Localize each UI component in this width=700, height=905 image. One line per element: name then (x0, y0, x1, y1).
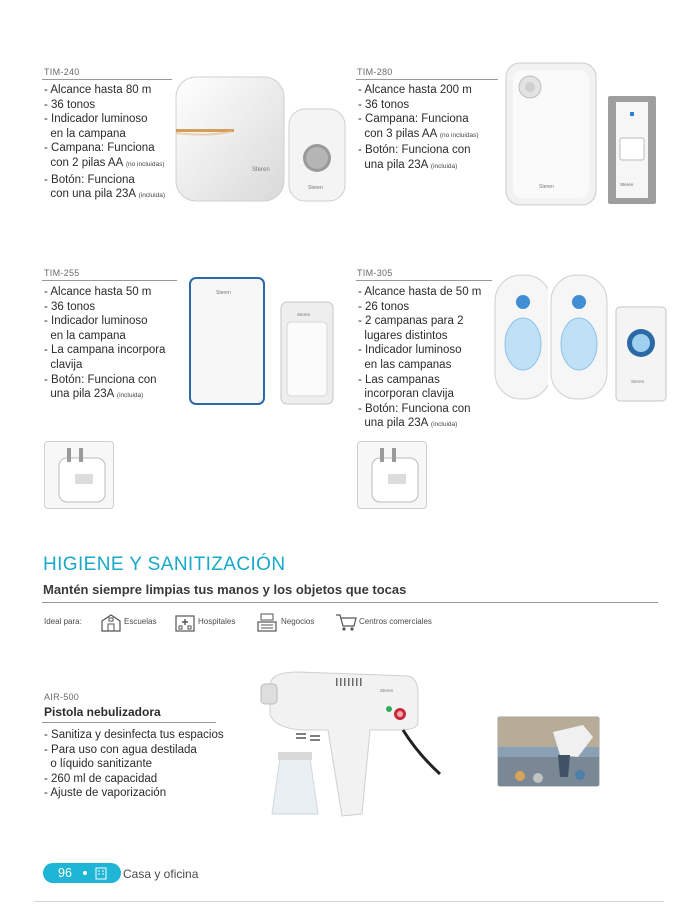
product-name: Pistola nebulizadora (44, 705, 161, 719)
divider (356, 280, 498, 281)
spec-item (358, 358, 481, 373)
spec-text: - 36 tonos (358, 98, 410, 111)
spec-text: con una pila 23A (44, 188, 139, 201)
spec-list (44, 728, 224, 801)
spec-text: clavija (44, 358, 83, 371)
ideal-for-item: Escuelas (124, 617, 157, 626)
spec-item (358, 300, 481, 315)
svg-text:Steren: Steren (297, 312, 311, 317)
spec-item (358, 314, 481, 329)
spec-item (44, 141, 165, 156)
spec-item: o líquido sanitizante (44, 758, 153, 771)
spec-item (44, 83, 165, 98)
spec-item (44, 358, 165, 373)
spec-item (358, 127, 479, 144)
divider (42, 79, 177, 80)
spec-item (44, 300, 165, 315)
svg-text:Steren: Steren (252, 167, 270, 173)
svg-text:Steren: Steren (539, 184, 554, 190)
divider (42, 280, 177, 281)
spec-text: una pila 23A (44, 388, 117, 401)
spec-item (358, 416, 481, 433)
spec-text: - 2 campanas para 2 (358, 315, 464, 328)
spec-text: - Indicador luminoso (44, 113, 148, 126)
spec-note: (incluida) (430, 421, 458, 429)
spec-item (358, 285, 481, 300)
spec-text: con 2 pilas AA (44, 156, 126, 169)
spec-item (44, 314, 165, 329)
spec-item (358, 143, 479, 158)
spec-text: - Indicador luminoso (44, 315, 148, 328)
spec-list (358, 83, 479, 175)
doorbell-button-image (614, 305, 668, 403)
shopping-cart-icon (335, 612, 357, 632)
ideal-for-item: Negocios (281, 617, 315, 626)
spec-note: (incluida) (430, 162, 458, 170)
divider (356, 79, 498, 80)
fogger-gun-image (258, 664, 448, 824)
spec-item (358, 83, 479, 98)
spec-item (358, 329, 481, 344)
spec-item (44, 112, 165, 127)
spec-item (44, 127, 165, 142)
usage-photo (497, 716, 600, 787)
spec-text: - Alcance hasta 80 m (44, 84, 152, 96)
plug-image (357, 441, 427, 509)
spec-item: - Sanitiza y desinfecta tus espacios (44, 729, 224, 741)
model-code: TIM-255 (44, 268, 80, 278)
spec-note: (no incluidas) (125, 160, 165, 168)
ideal-for-label: Ideal para: (44, 617, 82, 626)
spec-text: en la campana (44, 127, 126, 140)
spec-item (358, 402, 481, 417)
model-code: TIM-280 (357, 67, 393, 77)
svg-text:Steren: Steren (631, 379, 645, 384)
spec-text: una pila 23A (358, 158, 431, 171)
plug-image (44, 441, 114, 509)
section-subtitle: Mantén siempre limpias tus manos y los objetos que tocas (43, 582, 407, 597)
doorbell-chime-image (492, 272, 554, 402)
svg-text:Steren: Steren (620, 182, 634, 187)
spec-text: - Las campanas (358, 373, 440, 386)
spec-text: - La campana incorpora (44, 344, 166, 357)
spec-text: con 3 pilas AA (358, 127, 440, 140)
category-label: Casa y oficina (123, 867, 199, 881)
spec-note: (incluida) (138, 192, 166, 200)
page-number: 96 (58, 866, 72, 880)
doorbell-chime-image (548, 272, 610, 402)
spec-item (44, 98, 165, 113)
doorbell-chime-image (503, 60, 599, 208)
doorbell-button-image (279, 300, 335, 406)
spec-list (44, 285, 165, 404)
office-building-icon (94, 866, 108, 880)
spec-text: - 26 tonos (358, 300, 410, 313)
spec-text: - Botón: Funciona con (44, 373, 157, 386)
bottom-rule (34, 901, 664, 902)
spec-text: - Botón: Funciona (44, 173, 135, 186)
spec-text: una pila 23A (358, 417, 431, 430)
spec-item (358, 158, 479, 175)
spec-item (358, 343, 481, 358)
spec-text: incorporan clavija (358, 388, 454, 401)
spec-list (44, 83, 165, 204)
spec-item: - Ajuste de vaporización (44, 787, 167, 800)
hospital-icon (174, 612, 196, 632)
spec-text: - Alcance hasta de 50 m (358, 286, 482, 298)
spec-item (44, 329, 165, 344)
svg-text:Steren: Steren (308, 185, 323, 191)
spec-text: - 36 tonos (44, 300, 96, 313)
spec-note: (no incluidas) (439, 131, 479, 139)
ideal-for-item: Centros comerciales (359, 617, 432, 626)
spec-text: - Alcance hasta 200 m (358, 84, 472, 96)
spec-text: - 36 tonos (44, 98, 96, 111)
spec-text: en las campanas (358, 358, 452, 371)
page-number-badge (43, 863, 121, 883)
spec-item (358, 112, 479, 127)
spec-text: - Alcance hasta 50 m (44, 286, 152, 298)
spec-item: - Para uso con agua destilada (44, 743, 197, 756)
school-icon (100, 612, 122, 632)
spec-item (44, 187, 165, 204)
spec-item (44, 285, 165, 300)
ideal-for-item: Hospitales (198, 617, 236, 626)
doorbell-chime-image (172, 63, 292, 208)
spec-item (358, 387, 481, 402)
spec-item (44, 373, 165, 388)
svg-text:Steren: Steren (216, 290, 231, 296)
spec-item (44, 173, 165, 188)
model-code: TIM-240 (44, 67, 80, 77)
spec-item (358, 373, 481, 388)
spec-item (44, 343, 165, 358)
spec-item (44, 156, 165, 173)
cash-register-icon (256, 612, 278, 632)
divider (42, 602, 658, 603)
section-title: HIGIENE Y SANITIZACIÓN (43, 554, 286, 575)
divider (42, 722, 216, 723)
separator-dot (83, 871, 87, 875)
spec-text: - Botón: Funciona con (358, 144, 471, 157)
doorbell-chime-image (188, 276, 266, 406)
spec-item (44, 387, 165, 404)
spec-item (358, 98, 479, 113)
spec-text: - Indicador luminoso (358, 344, 462, 357)
spec-list (358, 285, 481, 433)
spec-text: lugares distintos (358, 329, 448, 342)
model-code: TIM-305 (357, 268, 393, 278)
spec-text: en la campana (44, 329, 126, 342)
doorbell-button-image (286, 106, 348, 204)
doorbell-button-image (606, 94, 658, 206)
svg-text:Steren: Steren (380, 688, 394, 693)
spec-text: - Campana: Funciona (44, 142, 155, 155)
spec-note: (incluida) (116, 392, 144, 400)
spec-item: - 260 ml de capacidad (44, 772, 158, 785)
spec-text: - Campana: Funciona (358, 113, 469, 126)
model-code: AIR-500 (44, 692, 80, 702)
spec-text: - Botón: Funciona con (358, 402, 471, 415)
